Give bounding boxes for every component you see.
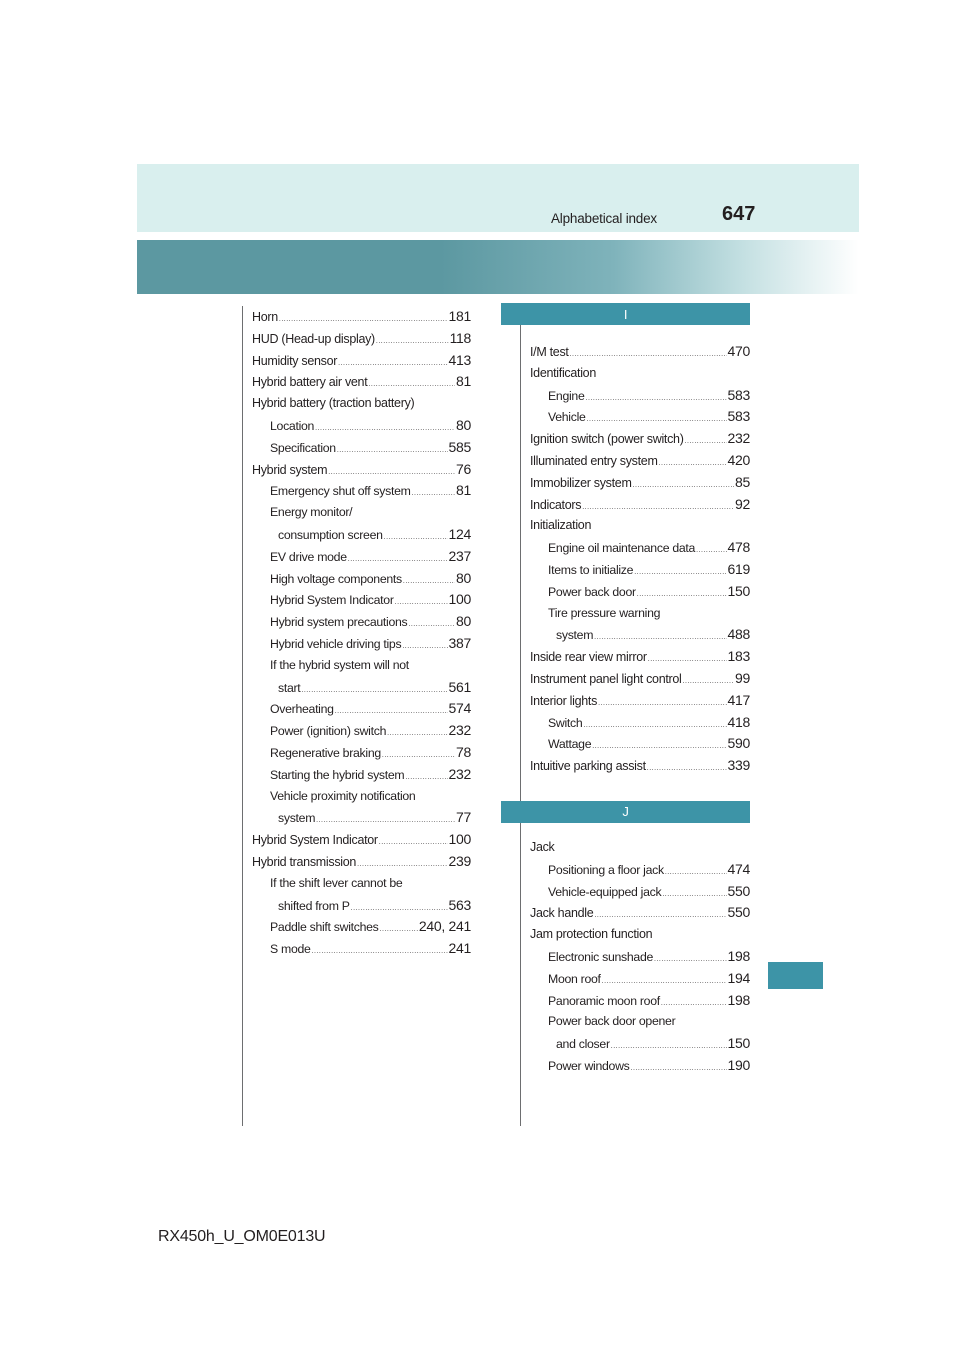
index-entry xyxy=(252,350,471,372)
index-entry xyxy=(530,1011,750,1033)
dot-leader xyxy=(402,636,447,658)
index-entry-term: Jam protection function xyxy=(530,927,653,942)
decorative-gradient-bar xyxy=(137,240,859,294)
dot-leader xyxy=(631,1058,727,1080)
index-entry-term: Indicators xyxy=(530,497,582,512)
index-entry-term: Jack handle xyxy=(530,906,594,921)
index-entry xyxy=(252,829,471,851)
dot-leader xyxy=(312,941,448,963)
index-entry xyxy=(252,589,471,611)
index-entry-page: 590 xyxy=(727,735,750,752)
dot-leader xyxy=(335,701,448,723)
index-entry-term: Positioning a floor jack xyxy=(548,862,664,877)
dot-leader xyxy=(662,884,726,906)
index-entry-term: Switch xyxy=(548,715,583,730)
index-entry-page: 100 xyxy=(448,591,471,608)
index-entry-term: Power (ignition) switch xyxy=(270,724,387,739)
section-header-i: I xyxy=(501,303,750,325)
index-entry xyxy=(530,690,750,712)
index-entry-page: 474 xyxy=(727,860,750,877)
index-entry xyxy=(252,720,471,742)
index-entry xyxy=(530,450,750,472)
index-entry-term: Hybrid battery (traction battery) xyxy=(252,396,415,411)
index-entry xyxy=(252,786,471,808)
dot-leader xyxy=(647,758,727,780)
index-entry-page: 78 xyxy=(456,743,471,760)
dot-leader xyxy=(665,862,727,884)
dot-leader xyxy=(587,409,727,431)
footer-model-code: RX450h_U_OM0E013U xyxy=(158,1228,326,1245)
index-entry-page: 574 xyxy=(448,700,471,717)
index-entry xyxy=(530,581,750,603)
index-entry xyxy=(252,807,471,829)
index-entry xyxy=(252,895,471,917)
index-entry-term: Jack xyxy=(530,839,555,854)
index-entry-page: 413 xyxy=(448,351,471,368)
index-entry-term: Specification xyxy=(270,440,336,455)
index-entry-page: 99 xyxy=(735,669,750,686)
dot-leader xyxy=(598,693,726,715)
dot-leader xyxy=(412,483,455,505)
index-entry xyxy=(530,668,750,690)
index-entry xyxy=(530,603,750,625)
index-entry-page: 81 xyxy=(456,482,471,499)
index-entry-term: S mode xyxy=(270,942,311,957)
index-entry xyxy=(530,881,750,903)
index-entry-term: High voltage components xyxy=(270,571,402,586)
index-entry-term: Engine xyxy=(548,388,585,403)
dot-leader xyxy=(654,949,726,971)
index-entry-term: Overheating xyxy=(270,702,334,717)
index-entry xyxy=(252,938,471,960)
dot-leader xyxy=(328,462,455,484)
index-entry xyxy=(252,916,471,938)
index-entry-page: 387 xyxy=(448,634,471,651)
index-entry-page: 80 xyxy=(456,613,471,630)
index-entry xyxy=(530,990,750,1012)
index-entry-term: Power back door opener xyxy=(548,1014,676,1029)
index-column-left xyxy=(252,306,471,960)
index-entry-term: Location xyxy=(270,418,315,433)
index-entry xyxy=(252,568,471,590)
dot-leader xyxy=(379,832,448,854)
index-entry xyxy=(252,742,471,764)
index-entry-page: 550 xyxy=(727,882,750,899)
index-entry xyxy=(530,363,750,385)
index-entry-page: 181 xyxy=(448,308,471,324)
index-entry-page: 80 xyxy=(456,416,471,433)
dot-leader xyxy=(279,309,448,331)
index-entry-page: 478 xyxy=(727,539,750,556)
dot-leader xyxy=(382,745,455,767)
dot-leader xyxy=(376,331,449,353)
index-entry-page: 100 xyxy=(448,831,471,848)
index-entry-page: 418 xyxy=(727,713,750,730)
index-entry xyxy=(530,1055,750,1077)
dot-leader xyxy=(683,671,735,693)
index-entry xyxy=(252,393,471,415)
index-entry xyxy=(252,764,471,786)
index-entry-term: Tire pressure warning xyxy=(548,605,661,620)
index-entry-page: 198 xyxy=(727,991,750,1008)
index-entry-term: Panoramic moon roof xyxy=(548,993,660,1008)
index-entry xyxy=(252,698,471,720)
index-entry xyxy=(530,1033,750,1055)
index-entry-term: Hybrid battery air vent xyxy=(252,375,368,390)
index-entry xyxy=(252,546,471,568)
index-entry-term: Regenerative braking xyxy=(270,745,381,760)
dot-leader xyxy=(384,527,448,549)
index-entry-term: Identification xyxy=(530,365,596,380)
index-entry-term: Electronic sunshade xyxy=(548,949,654,964)
index-entry xyxy=(530,733,750,755)
index-entry-page: 76 xyxy=(456,460,471,477)
index-entry xyxy=(530,406,750,428)
index-entry xyxy=(252,371,471,393)
index-entry xyxy=(252,655,471,677)
index-entry-term: Inside rear view mirror xyxy=(530,650,647,665)
index-entry-page: 232 xyxy=(727,430,750,447)
dot-leader xyxy=(338,353,447,375)
index-entry-page: 150 xyxy=(727,1035,750,1052)
dot-leader xyxy=(301,680,447,702)
index-entry-term: Starting the hybrid system xyxy=(270,767,405,782)
section-i-entries xyxy=(530,341,750,777)
index-entry-page: 232 xyxy=(448,765,471,782)
dot-leader xyxy=(634,562,726,584)
index-entry-page: 118 xyxy=(449,329,471,346)
index-entry xyxy=(252,873,471,895)
index-entry-term: Power windows xyxy=(548,1058,630,1073)
dot-leader xyxy=(648,649,727,671)
index-entry-term: If the hybrid system will not xyxy=(270,657,409,672)
index-entry-term: Energy monitor/ xyxy=(270,505,353,520)
index-entry xyxy=(252,677,471,699)
index-entry-page: 150 xyxy=(727,582,750,599)
index-entry xyxy=(530,902,750,924)
index-entry xyxy=(530,968,750,990)
index-entry-term: Instrument panel light control xyxy=(530,671,682,686)
index-entry xyxy=(252,633,471,655)
index-entry xyxy=(530,946,750,968)
index-entry-term: Paddle shift switches xyxy=(270,920,379,935)
index-entry xyxy=(252,415,471,437)
index-entry xyxy=(530,859,750,881)
index-entry xyxy=(530,341,750,363)
index-entry-page: 240, 241 xyxy=(418,918,471,935)
index-entry-term: shifted from P xyxy=(278,898,350,913)
dot-leader xyxy=(395,592,448,614)
dot-leader xyxy=(380,919,418,941)
index-entry-page: 561 xyxy=(448,678,471,695)
dot-leader xyxy=(659,453,727,475)
index-entry-page: 420 xyxy=(727,451,750,468)
index-column-right xyxy=(530,303,750,1077)
index-entry xyxy=(252,459,471,481)
index-entry-page: 470 xyxy=(727,343,750,359)
index-entry-term: Engine oil maintenance data xyxy=(548,541,696,556)
index-entry-page: 237 xyxy=(448,547,471,564)
section-j-entries xyxy=(530,837,750,1077)
section-header-j: J xyxy=(501,801,750,823)
index-entry-term: Horn xyxy=(252,310,278,324)
index-entry-page: 85 xyxy=(735,473,750,490)
index-entry-term: Wattage xyxy=(548,737,592,752)
index-entry-term: Hybrid System Indicator xyxy=(270,593,394,608)
index-entry-term: consumption screen xyxy=(278,527,383,542)
index-entry-term: Power back door xyxy=(548,584,636,599)
index-entry-page: 583 xyxy=(727,386,750,403)
index-entry xyxy=(530,385,750,407)
index-entry-term: Immobilizer system xyxy=(530,475,632,490)
index-entry-page: 80 xyxy=(456,569,471,586)
section-title: Alphabetical index xyxy=(551,211,657,226)
index-entry-page: 194 xyxy=(727,969,750,986)
index-entry-page: 77 xyxy=(456,809,471,826)
index-entry xyxy=(252,611,471,633)
dot-leader xyxy=(316,810,455,832)
chapter-side-tab xyxy=(768,962,823,989)
index-entry-term: and closer xyxy=(556,1037,610,1052)
index-entry-term: EV drive mode xyxy=(270,549,347,564)
index-entry xyxy=(530,624,750,646)
index-entry-term: system xyxy=(556,628,594,643)
index-entry-term: Initialization xyxy=(530,518,592,533)
index-entry xyxy=(530,712,750,734)
index-entry-page: 198 xyxy=(727,947,750,964)
index-entry xyxy=(530,494,750,516)
dot-leader xyxy=(586,388,727,410)
index-entry-page: 239 xyxy=(448,852,471,869)
index-entry-page: 190 xyxy=(727,1056,750,1073)
index-entry xyxy=(252,306,471,328)
dot-leader xyxy=(403,571,455,593)
index-entry xyxy=(530,472,750,494)
index-entry xyxy=(530,755,750,777)
index-entry-term: Vehicle xyxy=(548,410,586,425)
index-entry-page: 585 xyxy=(448,438,471,455)
index-entry-page: 563 xyxy=(448,896,471,913)
index-entry xyxy=(252,524,471,546)
page-number: 647 xyxy=(722,203,756,225)
dot-leader xyxy=(582,497,734,519)
index-entry-term: Items to initialize xyxy=(548,562,634,577)
dot-leader xyxy=(387,723,447,745)
index-entry xyxy=(530,837,750,859)
index-entry-page: 417 xyxy=(727,691,750,708)
index-entry-page: 81 xyxy=(456,373,471,390)
index-entry-term: If the shift lever cannot be xyxy=(270,875,403,890)
dot-leader xyxy=(611,1036,727,1058)
index-entry xyxy=(530,559,750,581)
index-entry xyxy=(252,437,471,459)
index-entry-term: Hybrid System Indicator xyxy=(252,833,378,848)
dot-leader xyxy=(583,715,726,737)
index-entry-term: start xyxy=(278,680,301,695)
dot-leader xyxy=(633,475,734,497)
dot-leader xyxy=(348,549,448,571)
index-entry-term: Hybrid transmission xyxy=(252,854,357,869)
index-entry xyxy=(530,924,750,946)
index-entry-term: Emergency shut off system xyxy=(270,484,411,499)
index-entry-term: Humidity sensor xyxy=(252,353,338,368)
index-entry-page: 488 xyxy=(727,626,750,643)
index-entry-term: Ignition switch (power switch) xyxy=(530,432,684,447)
index-entry-page: 232 xyxy=(448,722,471,739)
index-entry-term: Vehicle-equipped jack xyxy=(548,884,662,899)
index-entry-term: Hybrid system precautions xyxy=(270,615,408,630)
index-entry-term: I/M test xyxy=(530,345,569,359)
left-column-rule xyxy=(242,306,243,1126)
index-entry xyxy=(252,328,471,350)
dot-leader xyxy=(685,431,727,453)
index-entry-term: HUD (Head-up display) xyxy=(252,331,375,346)
index-entry-term: Vehicle proximity notification xyxy=(270,788,416,803)
dot-leader xyxy=(315,418,455,440)
index-entry-term: Hybrid vehicle driving tips xyxy=(270,636,402,651)
index-entry xyxy=(530,646,750,668)
index-entry xyxy=(252,851,471,873)
index-entry-term: Moon roof xyxy=(548,971,601,986)
dot-leader xyxy=(337,440,448,462)
dot-leader xyxy=(592,736,726,758)
dot-leader xyxy=(594,627,726,649)
index-entry xyxy=(530,515,750,537)
index-entry-page: 619 xyxy=(727,560,750,577)
index-entry-term: Interior lights xyxy=(530,693,598,708)
index-entry-page: 550 xyxy=(727,904,750,921)
index-entry-page: 583 xyxy=(727,408,750,425)
index-entry xyxy=(252,480,471,502)
index-entry-term: system xyxy=(278,811,316,826)
index-entry-page: 339 xyxy=(727,757,750,774)
right-column-rule xyxy=(520,306,521,1126)
index-entry xyxy=(252,502,471,524)
index-entry-page: 92 xyxy=(735,495,750,512)
section-gap xyxy=(530,777,750,801)
index-entry xyxy=(530,428,750,450)
index-entry-term: Intuitive parking assist xyxy=(530,759,646,774)
index-entry-page: 124 xyxy=(448,525,471,542)
index-entry-term: Hybrid system xyxy=(252,462,328,477)
dot-leader xyxy=(602,971,727,993)
index-entry-page: 241 xyxy=(448,940,471,957)
index-entry xyxy=(530,537,750,559)
index-entry-term: Illuminated entry system xyxy=(530,453,658,468)
index-entry-page: 183 xyxy=(727,648,750,665)
dot-leader xyxy=(696,540,726,562)
